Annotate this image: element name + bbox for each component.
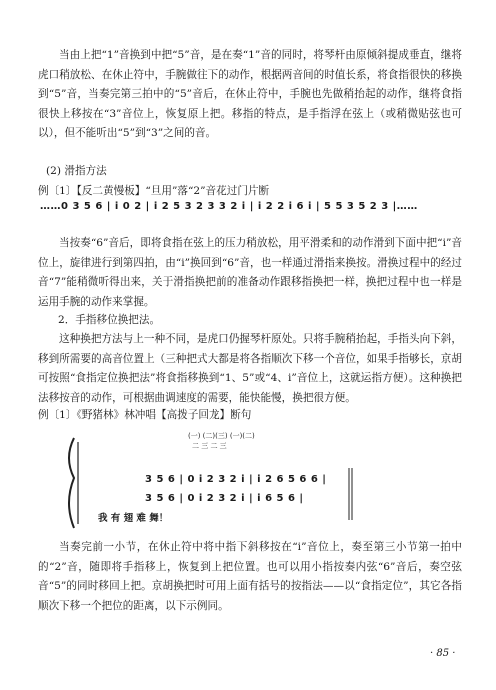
section-heading-finger-move: 2．手指移位换把法。: [58, 314, 161, 326]
score-2-lyrics: 我 有 翅 难 舞！: [98, 513, 169, 524]
paragraph-finger-shift: 当由上把“1”音换到中把“5”音，是在奏“1”音的同时，将琴杆由原倾斜提成垂直，继将虎口稍放松、在休止符中，手腕做往下的动作，根据两音间的时值长系，将食指很快的移换到“5”音，当奏完第三拍中的“5”音后，在休止符中，手腕也先做稍抬起的动作，继将食指很快上移按在“3”音位上，恢复原上把。移指的特点，是手指浮在弦上（或稍微贴弦也可以），但不能听出“5”到“3”之间的音。: [38, 49, 462, 139]
paragraph-closing: 当奏完前一小节，在休止符中将中指下斜移按在“i”音位上，奏至第三小节第一拍中的“2”音，随即将手指移上，恢复到上把位置。也可以用小指按奏内弦“6”音后，奏空弦音“5”的同时移回上把。京胡换把时可用上面有括号的按指法——以“食指定位”，其它各指顺次下移一个把位的距离，以下示例同。: [38, 541, 462, 612]
score-2-upper: 3 5 6 | 0 i 2 3 2 i | i 2 6 5 6 6 |: [145, 474, 327, 485]
paragraph-finger-move: 这种换把方法与上一种不同，是虎口仍握琴杆原处。只将手腕稍抬起，手指头向下斜，移到所需要的高音位置上（三种把式大都是将各指顺次下移一个音位，如果手指够长，京胡可按照“食指定位换把法”将食指移换到“1、5”或“4、i”音位上，这就运指方便）。这种换把法移按音的动作，可根据曲调速度的需要，能快能慢，换把很方便。: [38, 333, 462, 404]
score-2-fingering: (一) (二)(三) (一)(二): [188, 432, 255, 440]
paragraph-slide-explanation: 当按奏“6”音后，即将食指在弦上的压力稍放松，用平滑柔和的动作滑到下面中把“i”音位上，旋律进行到第四拍，由“i”换回到“6”音，也一样通过滑指来换按。滑换过程中的经过音“7”能稍微听得出来，关于滑指换把前的准备动作跟移指换把一样，换把过程中也一样是运用手腕的动作来掌握。: [38, 237, 462, 308]
section-heading-slide: (2) 滑指方法: [46, 165, 107, 177]
example-title-1: 例〔1〕【反二黄慢板】“旦用”落“2”音花过门片断: [38, 185, 270, 197]
score-2-fingering-2: 二 三 二 三: [192, 442, 227, 450]
score-2-lower: 3 5 6 | 0 i 2 3 2 i | i 6 5 6 |: [145, 493, 304, 504]
score-1-barlines: [40, 196, 480, 218]
page-number: · 85 ·: [430, 648, 456, 659]
example-title-2: 例〔1〕《野猪林》林冲唱【高拨子回龙】断句: [38, 409, 252, 421]
score-line-1: ……0 3 5 6 | i 0 2 | i 2 5 3 2 3 3 2 i | i 2 2 i 6 i | 5 5 3 5 2 3 |……: [40, 201, 418, 212]
